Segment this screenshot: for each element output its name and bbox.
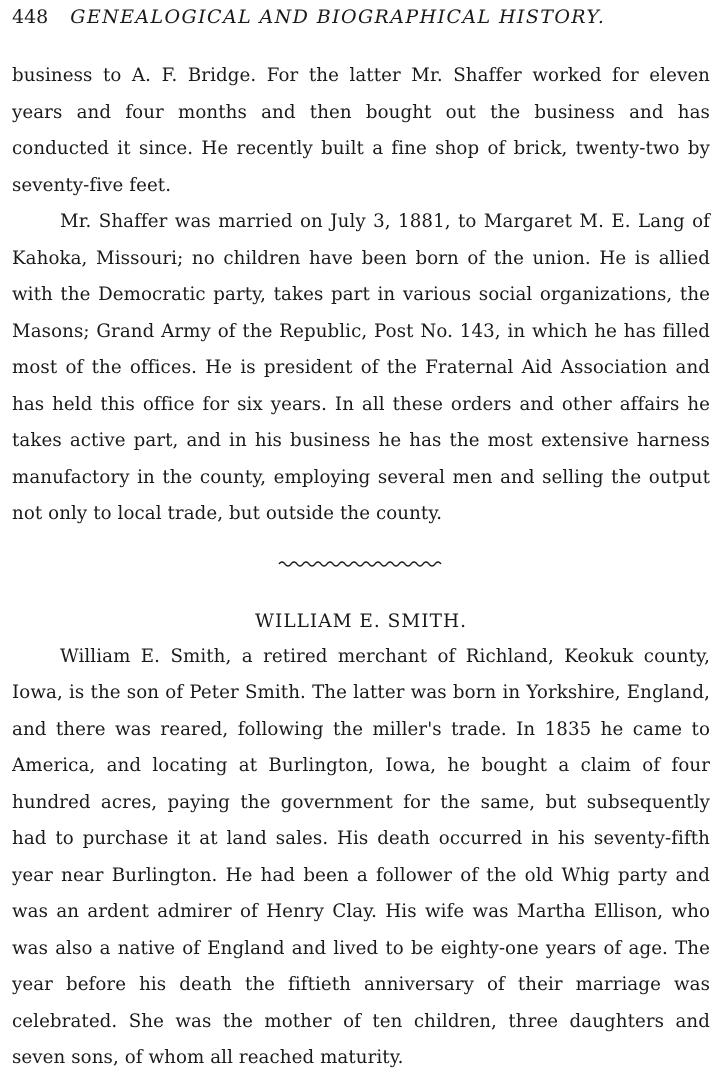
book-page (12, 6, 710, 1077)
paragraph-biography: William E. Smith, a retired merchant of Richland, Keokuk county, Iowa, is the son of Peter Smith. The latter was born in Yorkshire, England, and there was reared, following the miller's trade. In 1835 he came to America, and locating at Burlington, Iowa, he bought a claim of four hundred acres, paying the government for the same, but subsequently had to purchase it at land sales. His death occurred in his seventy-fifth year near Burlington. He had been a follower of the old Whig party and was an ardent admirer of Henry Clay. His wife was Martha Ellison, who was also a native of England and lived to be eighty-one years of age. The year before his death the fiftieth anniversary of their marriage was celebrated. She was the mother of ten children, three daughters and seven sons, of whom all reached maturity. (12, 645, 710, 1068)
section-divider (12, 533, 710, 595)
page-number: 448 (12, 6, 49, 28)
running-head (12, 6, 710, 36)
running-title: GENEALOGICAL AND BIOGRAPHICAL HISTORY. (70, 6, 606, 28)
paragraph-marriage: Mr. Shaffer was married on July 3, 1881, to Margaret M. E. Lang of Kahoka, Missouri; no children have been born of the union. He is allied with the Democratic party, takes part in various social organizations, the Masons; Grand Army of the Republic, Post No. 143, in which he has filled most of the offices. He is president of the Fraternal Aid Association and has held this office for six years. In all these orders and other affairs he takes active part, and in his business he has the most extensive harness manufactory in the county, employing several men and selling the output not only to local trade, but outside the county. (12, 211, 710, 524)
section-heading: WILLIAM E. SMITH. (255, 610, 467, 632)
paragraph-continued: business to A. F. Bridge. For the latter Mr. Shaffer worked for eleven years and four months and then bought out the business and has conducted it since. He recently built a fine shop of brick, twenty-two by seventy-five feet. (12, 65, 710, 196)
wavy-rule-icon (278, 559, 444, 569)
